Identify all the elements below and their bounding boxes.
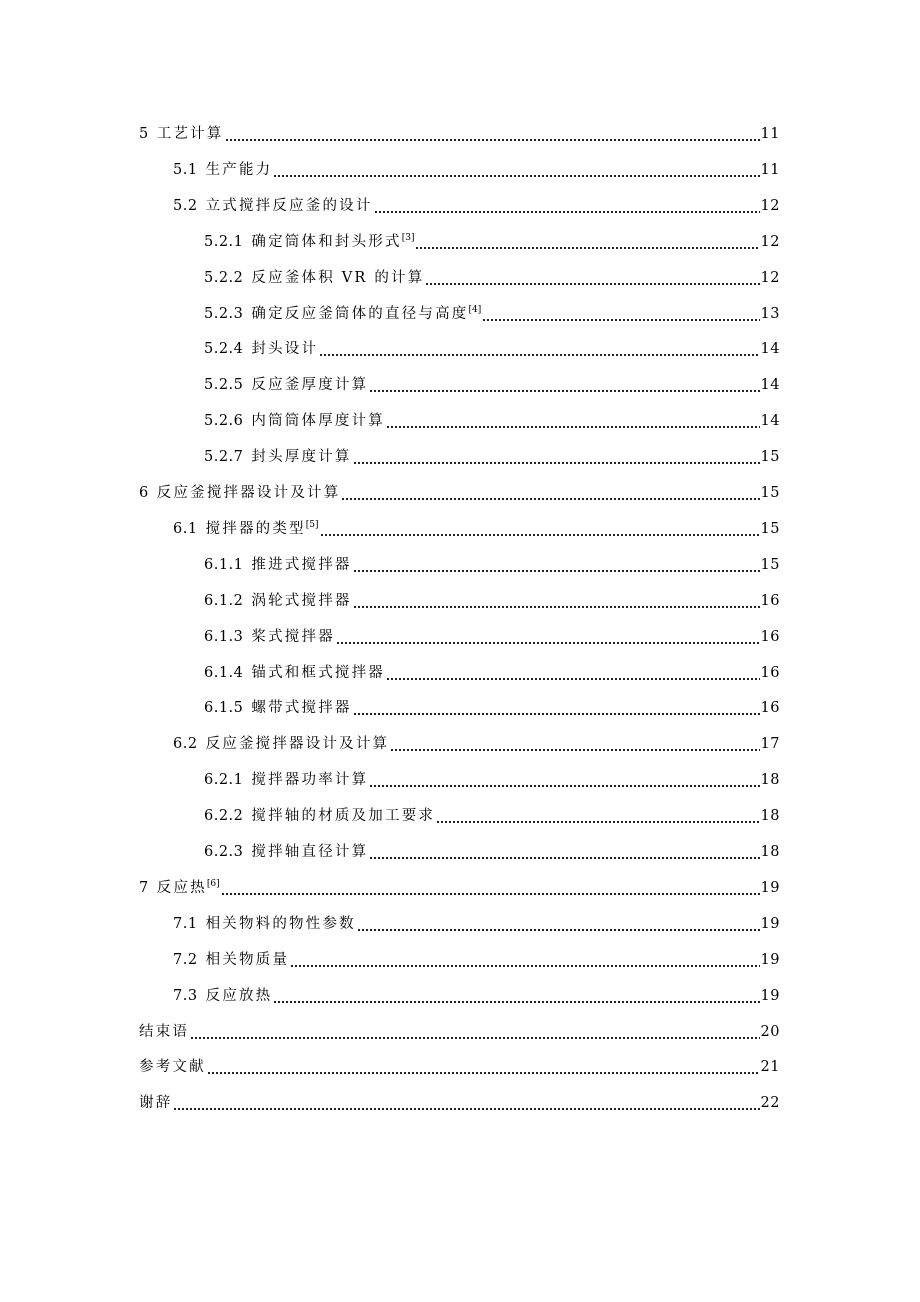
dot-leader [207,1057,760,1077]
citation-ref: [6] [206,878,220,889]
dot-leader [353,591,760,611]
toc-entry-title-text: 生产能力 [205,161,273,178]
toc-entry-number: 6.1.2 [204,592,244,609]
toc-entry-title-text: 谢辞 [139,1095,173,1112]
toc-entry-page-number: 12 [760,269,780,286]
toc-entry-title-text: 推进式搅拌器 [251,556,352,573]
toc-entry-number: 6.2.2 [204,808,244,825]
dot-leader [320,519,760,539]
dot-leader [290,950,759,970]
toc-entry-page-number: 15 [760,485,780,501]
toc-entry-title [251,555,351,575]
dot-leader [369,770,759,790]
toc-entry-page-number: 13 [760,305,780,322]
toc-entry-page-number: 14 [760,377,780,394]
toc-entry[interactable] [0,690,920,718]
dot-leader [221,878,760,898]
toc-entry[interactable] [0,403,920,431]
toc-entry-title-text: 工艺计算 [156,126,224,142]
toc-entry-title [139,1057,206,1077]
toc-entry-title [251,447,351,467]
toc-entry-number: 6.2.1 [204,772,244,789]
toc-entry[interactable] [0,583,920,611]
dot-leader [357,914,760,934]
toc-entry-title [251,304,481,324]
toc-entry[interactable] [0,188,920,216]
dot-leader [436,806,759,826]
dot-leader [190,1022,759,1042]
toc-entry[interactable] [0,798,920,826]
toc-entry[interactable] [0,116,920,144]
toc-entry-page-number: 19 [760,951,780,968]
toc-entry-title [206,950,290,970]
toc-entry-page-number: 18 [760,844,780,860]
toc-entry[interactable] [0,439,920,467]
toc-entry-title-text: 立式搅拌反应釜的设计 [205,197,373,214]
toc-entry[interactable] [0,152,920,180]
toc-entry-title [251,411,385,431]
toc-entry-number: 7.3 [173,987,198,1004]
dot-leader [369,842,759,862]
toc-entry[interactable] [0,726,920,754]
dot-leader [353,555,760,575]
toc-entry-number: 7.1 [173,915,198,932]
dot-leader [225,124,760,144]
toc-entry[interactable] [0,296,920,324]
dot-leader [390,734,759,754]
toc-entry-number: 5.2.4 [204,341,244,358]
toc-entry-number: 6.1.5 [204,700,244,717]
toc-entry-title [251,232,414,252]
toc-entry-page-number: 18 [760,772,780,789]
toc-entry[interactable] [0,619,920,647]
toc-entry-page-number: 15 [760,520,780,537]
dot-leader [319,339,759,359]
toc-entry-page-number: 11 [760,161,780,178]
toc-entry[interactable] [0,1014,920,1042]
dot-leader [353,698,760,718]
toc-entry-page-number: 22 [760,1095,780,1112]
dot-leader [386,663,760,683]
toc-entry-title [206,196,373,216]
toc-entry[interactable] [0,1085,920,1113]
toc-entry-page-number: 15 [760,556,780,573]
dot-leader [369,375,759,395]
toc-entry-title-text: 螺带式搅拌器 [251,700,352,717]
toc-entry[interactable] [0,367,920,395]
toc-entry-title [251,591,351,611]
toc-entry-title-text: 相关物料的物性参数 [205,915,356,932]
toc-entry-title [206,160,273,180]
toc-entry-page-number: 18 [760,808,780,825]
dot-leader [336,627,760,647]
toc-entry-number: 5.2 [173,197,198,214]
dot-leader [341,483,759,503]
toc-entry-title-text: 桨式搅拌器 [251,628,335,645]
toc-entry-number: 7 [139,879,149,896]
toc-entry[interactable] [0,978,920,1006]
toc-entry-title [251,375,368,395]
toc-entry-title-text: 封头厚度计算 [251,449,352,466]
toc-entry-page-number: 12 [760,197,780,214]
toc-entry-title-text: 封头设计 [251,341,319,358]
toc-entry[interactable] [0,870,920,898]
toc-entry-title [251,842,368,862]
toc-entry-number: 6.1.4 [204,664,244,681]
toc-entry-title [251,770,368,790]
toc-entry-number: 6.1.3 [204,628,244,645]
citation-ref: [5] [305,519,319,530]
toc-entry-title [206,519,319,539]
dot-leader [386,411,760,431]
toc-entry-title-text: 反应釜体积 VR 的计算 [251,269,425,286]
toc-entry-title-text: 反应釜搅拌器设计及计算 [205,736,390,753]
toc-entry-title-text: 相关物质量 [205,951,290,968]
toc-entry-page-number: 21 [760,1059,780,1076]
toc-entry-title-text: 内筒筒体厚度计算 [251,413,386,430]
toc-entry-number: 6.2.3 [204,844,244,860]
dot-leader [374,196,760,216]
toc-entry-title-text: 反应釜搅拌器设计及计算 [156,485,341,501]
toc-entry-page-number: 12 [760,233,780,250]
dot-leader [415,232,759,252]
toc-entry-page-number: 16 [760,592,780,609]
toc-entry-title [157,124,224,144]
toc-entry-number: 5.2.1 [204,233,244,250]
toc-entry-title [139,1022,189,1042]
toc-entry-page-number: 19 [760,915,780,932]
toc-entry-page-number: 19 [760,879,780,896]
toc-entry-title-text: 反应放热 [205,987,273,1004]
dot-leader [482,304,759,324]
toc-entry-number: 5.2.7 [204,449,244,466]
dot-leader [353,447,760,467]
toc-entry-title [251,806,435,826]
toc-entry-title-text: 反应热 [156,879,207,896]
toc-entry[interactable] [0,762,920,790]
toc-entry-title-text: 搅拌轴的材质及加工要求 [251,808,436,825]
toc-entry-page-number: 19 [760,987,780,1004]
toc-entry[interactable] [0,224,920,252]
toc-entry[interactable] [0,906,920,934]
toc-entry-title-text: 结束语 [139,1023,190,1040]
toc-entry-number: 6 [139,485,149,501]
toc-entry-title [251,663,385,683]
citation-ref: [4] [468,304,482,315]
toc-entry-title [251,339,318,359]
toc-entry-title-text: 搅拌器的类型 [205,520,306,537]
toc-entry[interactable] [0,942,920,970]
toc-entry-number: 5.2.6 [204,413,244,430]
toc-entry-number: 6.1.1 [204,556,244,573]
toc-entry-page-number: 20 [760,1023,780,1040]
toc-entry-page-number: 15 [760,449,780,466]
toc-entry[interactable] [0,655,920,683]
toc-entry-title [139,1093,172,1113]
dot-leader [173,1093,759,1113]
toc-entry-page-number: 11 [760,126,780,142]
toc-entry-title-text: 搅拌器功率计算 [251,772,369,789]
dot-leader [273,986,759,1006]
toc-entry-number: 5.2.5 [204,377,244,394]
toc-entry[interactable] [0,511,920,539]
toc-entry-title-text: 参考文献 [139,1059,206,1076]
toc-entry-number: 5.1 [173,161,198,178]
toc-entry-title-text: 锚式和框式搅拌器 [251,664,386,681]
toc-entry-title [206,914,356,934]
toc-entry-number: 5.2.2 [204,269,244,286]
toc-entry-page-number: 16 [760,664,780,681]
toc-entry-number: 6.2 [173,736,198,753]
toc-entry-title [251,627,335,647]
dot-leader [425,268,759,288]
toc-entry-title [157,483,341,503]
toc-entry-title-text: 确定反应釜筒体的直径与高度 [251,305,469,322]
toc-entry[interactable] [0,331,920,359]
toc-entry-page-number: 14 [760,341,780,358]
toc-entry[interactable] [0,260,920,288]
toc-entry-number: 7.2 [173,951,198,968]
toc-entry-title-text: 涡轮式搅拌器 [251,592,352,609]
toc-entry-title [251,268,424,288]
toc-entry-title [251,698,351,718]
toc-entry-page-number: 16 [760,700,780,717]
citation-ref: [3] [401,232,415,243]
toc-entry[interactable] [0,1049,920,1077]
toc-entry[interactable] [0,547,920,575]
toc-entry-title [157,878,220,898]
toc-entry-title [206,986,273,1006]
toc-entry-number: 5 [139,126,149,142]
toc-entry-title-text: 搅拌轴直径计算 [251,844,369,860]
toc-entry-page-number: 16 [760,628,780,645]
toc-entry-title-text: 反应釜厚度计算 [251,377,369,394]
toc-entry-page-number: 14 [760,413,780,430]
toc-entry[interactable] [0,475,920,503]
toc-entry-number: 6.1 [173,520,198,537]
toc-entry-title-text: 确定筒体和封头形式 [251,233,402,250]
toc-entry-page-number: 17 [760,736,780,753]
toc-entry[interactable] [0,834,920,862]
toc-entry-number: 5.2.3 [204,305,244,322]
dot-leader [273,160,759,180]
toc-entry-title [206,734,390,754]
